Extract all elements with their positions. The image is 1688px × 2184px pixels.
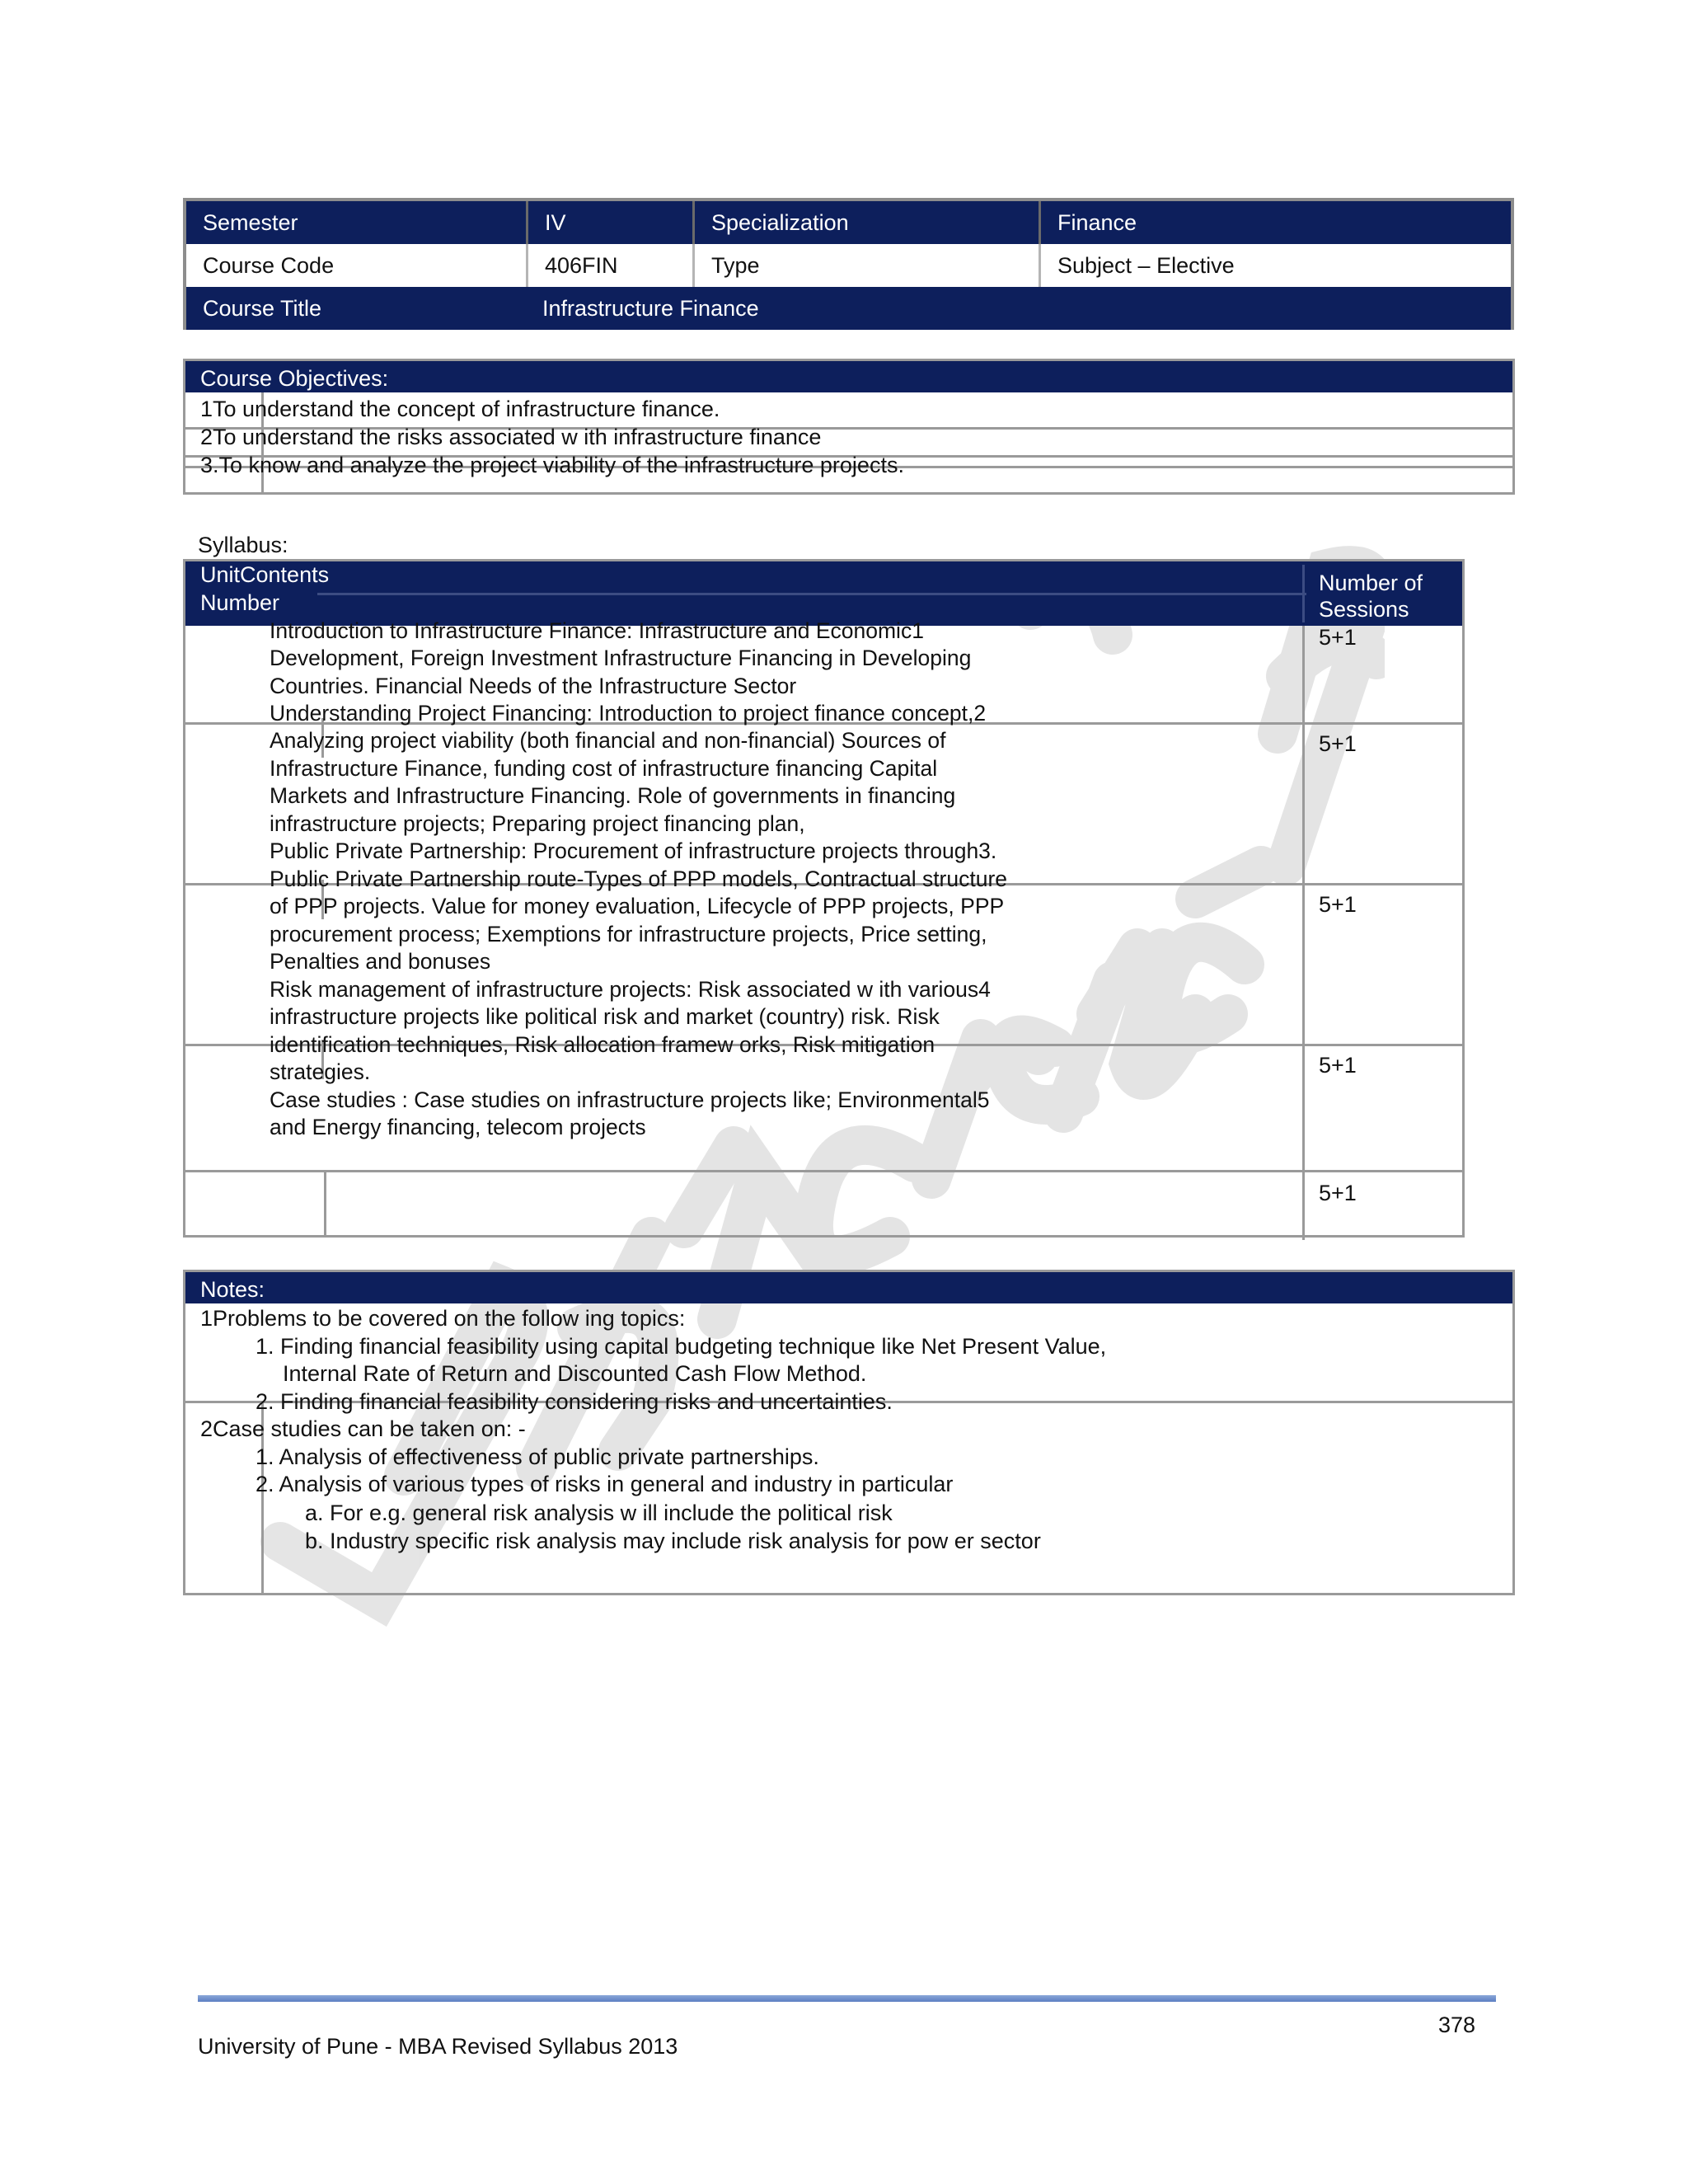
unit-4-line: infrastructure projects like political risk and market (country) risk. Risk	[270, 1004, 940, 1029]
header-row-course-code	[186, 244, 1511, 287]
unit-1-line: Countries. Financial Needs of the Infrastructure Sector	[270, 674, 797, 698]
header-row-semester	[186, 201, 1511, 244]
unit-2-line: infrastructure projects; Preparing project financing plan,	[270, 811, 805, 836]
unit-5-line: and Energy financing, telecom projects	[270, 1115, 646, 1139]
unit-3-line: Public Private Partnership: Procurement of infrastructure projects through3.	[270, 838, 997, 863]
notes-line: 2. Analysis of various types of risks in general and industry in particular	[256, 1472, 954, 1496]
unit-2-line: Analyzing project viability (both financial and non-financial) Sources of	[270, 728, 946, 753]
divider	[185, 1170, 1462, 1172]
specialization-value: Finance	[1039, 201, 1511, 244]
objective-item: 2To understand the risks associated w ith infrastructure finance	[200, 425, 822, 449]
objectives-heading: Course Objectives:	[185, 361, 1512, 392]
sessions-value: 5+1	[1319, 892, 1357, 917]
notes-line: b. Industry specific risk analysis may include risk analysis for pow er sector	[305, 1529, 1041, 1553]
unit-1-line: Introduction to Infrastructure Finance: Infrastructure and Economic1	[270, 618, 924, 643]
course-objectives-box	[183, 359, 1515, 495]
semester-label: Semester	[203, 210, 298, 235]
unit-4-line: Risk management of infrastructure projects: Risk associated w ith various4	[270, 977, 991, 1002]
notes-heading: Notes:	[185, 1272, 1512, 1303]
syllabus-header-row	[185, 561, 1462, 626]
unit-3-line: Penalties and bonuses	[270, 949, 491, 974]
sessions-value: 5+1	[1319, 731, 1357, 756]
semester-value: IV	[526, 201, 692, 244]
unit-2-line: Infrastructure Finance, funding cost of infrastructure financing Capital	[270, 756, 938, 781]
column-number-heading: Number	[200, 590, 280, 615]
divider	[1302, 626, 1305, 1240]
divider	[1302, 565, 1305, 622]
unit-4-line: strategies.	[270, 1059, 371, 1084]
notes-line: Internal Rate of Return and Discounted Cash Flow Method.	[283, 1361, 867, 1386]
notes-box	[183, 1270, 1515, 1595]
header-row-course-title	[186, 287, 1511, 330]
unit-5-line: Case studies : Case studies on infrastructure projects like; Environmental5	[270, 1087, 990, 1112]
course-title-label: Course Title	[203, 296, 322, 321]
page-number: 378	[1438, 2013, 1476, 2037]
syllabus-table	[183, 559, 1465, 1238]
sessions-value: 5+1	[1319, 1053, 1357, 1078]
course-header-table	[183, 198, 1514, 330]
sessions-value: 5+1	[1319, 625, 1357, 650]
column-sessions-heading: Number of	[1319, 571, 1423, 595]
objective-item: 1To understand the concept of infrastructure finance.	[200, 397, 720, 421]
notes-line: 1Problems to be covered on the follow ing topics:	[200, 1306, 686, 1331]
notes-line: 2. Finding financial feasibility considering risks and uncertainties.	[256, 1389, 893, 1414]
unit-3-line: Public Private Partnership route-Types of PPP models, Contractual structure	[270, 867, 1008, 891]
footer-rule	[198, 1995, 1496, 2002]
divider	[317, 593, 1306, 595]
specialization-label: Specialization	[692, 201, 1039, 244]
course-code-value: 406FIN	[526, 244, 692, 287]
course-code-label: Course Code	[203, 253, 335, 278]
course-title-value: Infrastructure Finance	[542, 296, 759, 321]
unit-2-line: Markets and Infrastructure Financing. Role of governments in financing	[270, 783, 956, 808]
syllabus-label: Syllabus:	[198, 533, 288, 557]
column-unit-heading: UnitContents	[200, 562, 330, 587]
notes-line: 1. Finding financial feasibility using capital budgeting technique like Net Present Value,	[256, 1334, 1107, 1359]
footer-text: University of Pune - MBA Revised Syllabus 2013	[198, 2034, 678, 2059]
notes-line: a. For e.g. general risk analysis w ill include the political risk	[305, 1501, 893, 1525]
unit-3-line: of PPP projects. Value for money evaluation, Lifecycle of PPP projects, PPP	[270, 894, 1005, 918]
divider	[324, 1170, 326, 1238]
type-value: Subject – Elective	[1039, 244, 1511, 287]
objective-item: 3.To know and analyze the project viability of the infrastructure projects.	[200, 453, 904, 477]
unit-2-line: Understanding Project Financing: Introduction to project finance concept,2	[270, 701, 987, 726]
column-sessions-heading: Sessions	[1319, 597, 1409, 622]
notes-line: 1. Analysis of effectiveness of public private partnerships.	[256, 1444, 819, 1469]
sessions-value: 5+1	[1319, 1181, 1357, 1205]
unit-4-line: identification techniques, Risk allocation framew orks, Risk mitigation	[270, 1032, 935, 1057]
type-label: Type	[692, 244, 1039, 287]
unit-1-line: Development, Foreign Investment Infrastructure Financing in Developing	[270, 646, 972, 670]
unit-3-line: procurement process; Exemptions for infrastructure projects, Price setting,	[270, 922, 987, 946]
notes-line: 2Case studies can be taken on: -	[200, 1416, 526, 1441]
